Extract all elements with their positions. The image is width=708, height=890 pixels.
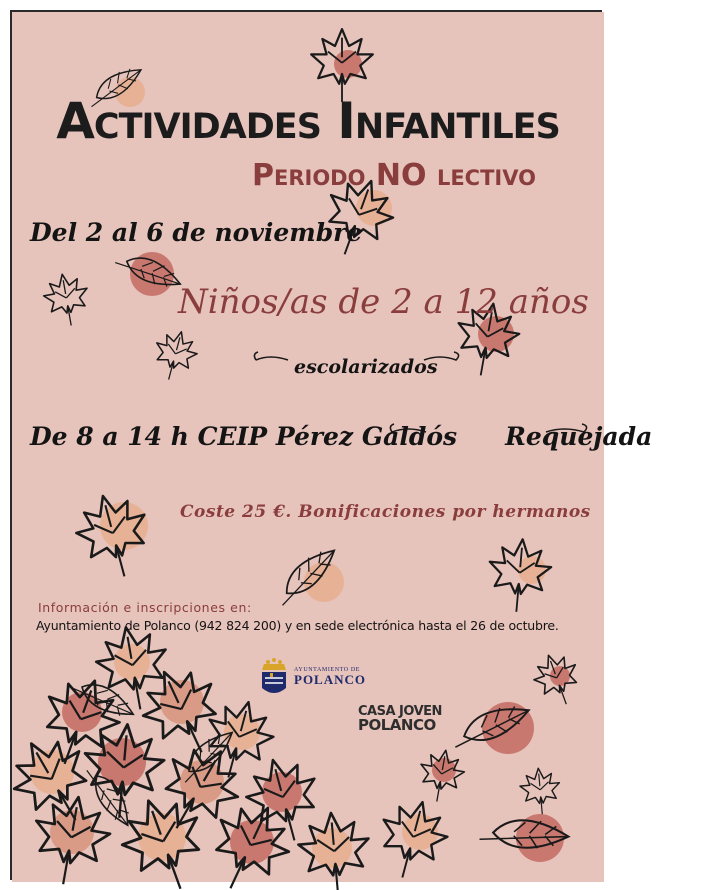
ayuntamiento-logo-line2: POLANCO — [294, 672, 366, 687]
casa-joven-logo — [358, 706, 442, 733]
ages-text: Niños/as de 2 a 12 años — [178, 282, 589, 322]
poster — [10, 10, 653, 880]
subtitle: Periodo NO lectivo — [252, 158, 536, 193]
schooled-row — [260, 356, 472, 378]
location-text: Requejada — [505, 422, 653, 451]
ayuntamiento-logo-line1: AYUNTAMIENTO DE — [294, 667, 361, 673]
casa-joven-line1: CASA JOVEN — [358, 704, 442, 719]
schedule-text: De 8 a 14 h CEIP Pérez Galdós — [30, 422, 458, 451]
schedule-row — [30, 422, 708, 451]
page-title: Actividades Infantiles — [56, 92, 560, 150]
info-body: Ayuntamiento de Polanco (942 824 200) y en sede electrónica hasta el 26 de octubre. — [36, 618, 559, 633]
casa-joven-line2: POLANCO — [358, 716, 436, 735]
cost-text: Coste 25 €. Bonificaciones por hermanos — [180, 502, 591, 522]
info-heading: Información e inscripciones en: — [38, 600, 252, 615]
dates-text: Del 2 al 6 de noviembre — [30, 218, 363, 247]
ayuntamiento-logo — [294, 667, 366, 686]
schooled-text: escolarizados — [294, 356, 438, 378]
